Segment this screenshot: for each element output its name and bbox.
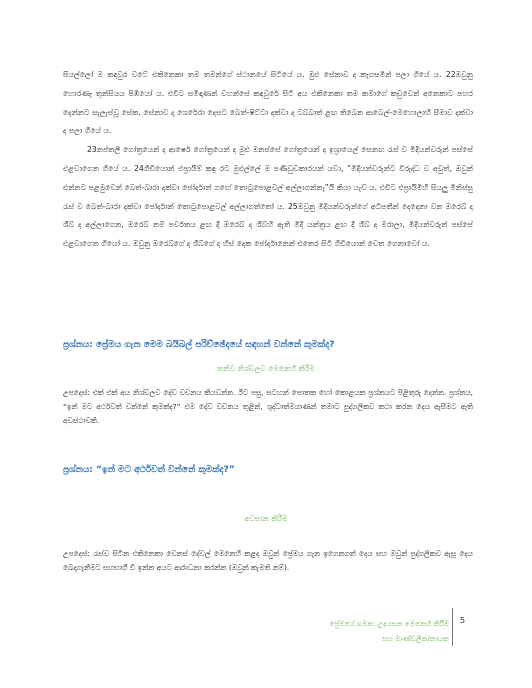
question-heading-1: ප්‍රශ්නය: ප්‍රේමය ගැන මෙම බයිබල් පරිච්ඡේදයේ සඳහන් වන්නේ කුමක්ද? [63,340,335,350]
page-footer [330,616,449,646]
footer-title-line-2: සහ මාණ්ඩලික/නායක [382,634,449,643]
page-number: 5 [460,616,466,625]
footer-divider [452,608,453,646]
scripture-paragraph-1: සියල්ලෝ ම කඳවුර වටේ එකිනෙකා තම තමන්ගේ ස්ථානයේ සිටියේ ය. මුළු සේනාව ද කෑගසමින් පලා ගියේ ය. 22ඔවුනු හොරණෑ තුන්සියය පිඹියෝ ය. එවිට සමිඳාණන් වහන්සේ කඳවුරේ සිටි අය එකිනෙකා තම කමාගේ කඩුවෙන් අනෙකාට පහර දෙන්නට සැලැස්වූ සේක. සේනාව ද ශෙරේරා දෙසට බෙත්-ෂිට්ටා දක්වා ද ටබ්බාත් ළඟ තිබෙන ආබෙල්-මෙහොලාහි සීමාව දක්වා ද පලා ගියේ ය. [63,70,473,136]
scripture-paragraph-2: 23නප්තලී ගෝත්‍රයෙන් ද ආෂෙර් ගෝත්‍රයෙන් ද මුළු මනස්සේ ගෝත්‍රයෙන් ද ඉශ්‍රායෙල් සෙනඟ රැස් ව මිදියන්වරුන් පස්සේ එළවාගෙන ගියේ ය. 24ගිඩියොන් එප්‍රායිම් කඳු රට මුළුල්ලේ ම පණිවුඩකාරයන් යවා, “මිදියන්වරුන්ට විරුද්ධ ව අවුත්, ඔවුන් එන්නට පළමුවෙන් බෙත්-බාරා දක්වා ජෝර්දාන් ගඟේ තොටුපොළවල් අල්ලාගන්නැ”යි කියා යැව් ය. එවිට එප්‍රායිමිහි සියලු මිනිස්සු රැස් ව බෙත්-බාරා දක්වා ජෝර්දාන් තොටුපොළවල් අල්ලාගත්තෝ ය. 25ඔවුනු මිදියන්වරුන්ගේ අධිපතීන් දෙදෙනා වන ඔරෙබ් ද ශීබ් ද අල්ලාගෙන, ඔරෙබ් නම් පර්වතය ළඟ දී ඔරෙබ් ද ශීබ්හි ඇති මිදි යන්ත්‍රය ළඟ දී ශීබ් ද මරාලා, මිදියන්වරුන් පස්සේ එළවාගෙන ගියෝ ය. ඔවුනු ඔරෙබ්ගේ ද ශීබ්ගේ ද හිස් දෙක ජෝර්දානෙන් එතෙර සිටි ගිඩියොන් වෙත ගෙනාවෝ ය. [63,145,473,249]
section-heading-closing: අවසාන කිරීම [244,514,288,523]
instructions-paragraph-1: උපදෙස්: එක් එක් අය නිශ්චලව දේව වචනය කියවන්න. ඊට පසු, සටහන් පොතක හෝ කොළයක ප්‍රශ්නයට පිළිතුරු දෙන්න. ප්‍රශ්නය, “ඉන් මට අර්ථවත් වන්නේ කුමක්ද?” එම දේව වචනය තුළින්, ශුද්ධාත්මයාණන් තමාට පුද්ගලිකව කථා කරන දෙය ඇසීමට ඇති අවස්ථාවකි. [63,388,473,425]
footer-title-line-1: ප්‍රේමයේ ගමන: උදයසන මෙනෙහි කිරීම [329,619,449,628]
scripture-passage [63,66,473,254]
instructions-paragraph-2: උපදෙස්: රැස්ව සිටින එකිනෙකා වෙනස් දේවල් මෙනෙහි කළද ඔවුන් ප්‍රේමය ගැන ඉගෙනගත් දෙය සහ ඔවුන් පුද්ගලිකව ඇසූ දෙය බෙදාගැනීමට සහභාගී වී ඉන්න අයට ආරාධනා කරන්න (ඔවුන් කැමති නම්). [63,549,473,572]
question-heading-2: ප්‍රශ්නය: “ඉන් මට අර්ථවත් වන්නේ කුමක්ද?” [63,465,235,475]
section-heading-solitary-reflection: තනිව නිශ්චලව මෙනෙහි කිරීම [217,364,315,373]
